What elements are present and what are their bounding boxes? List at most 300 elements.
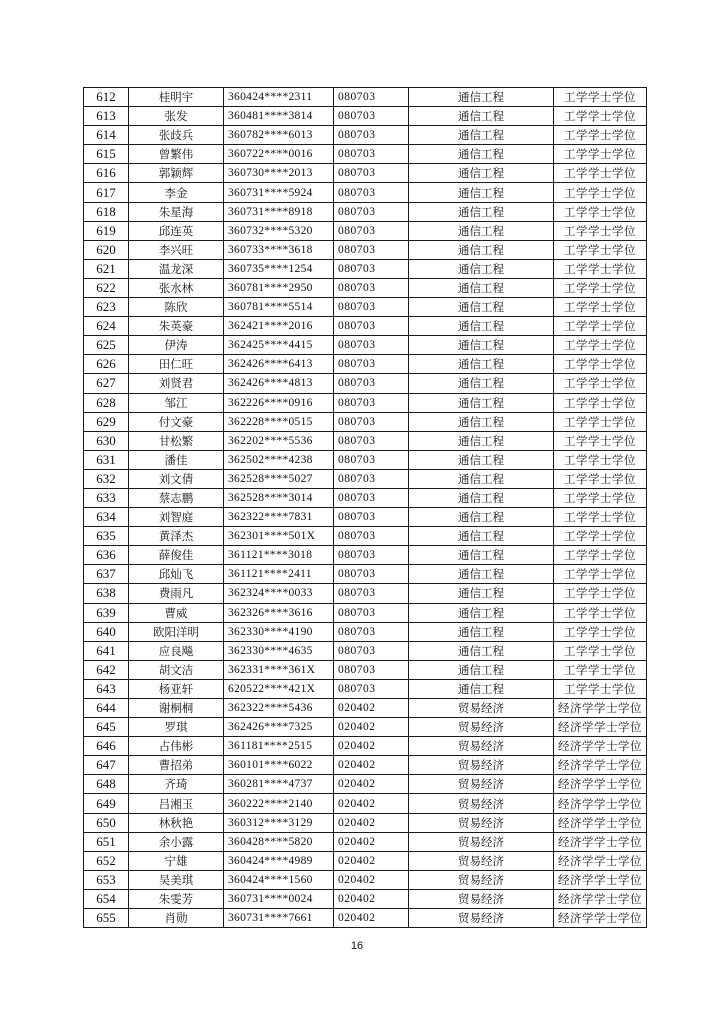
row-number-cell: 623: [84, 298, 129, 317]
major-code-cell: 080703: [334, 107, 409, 126]
student-name-cell: 薛俊佳: [129, 546, 224, 565]
major-name-cell: 贸易经济: [409, 699, 554, 718]
id-number-cell: 362202****5536: [224, 431, 334, 450]
major-name-cell: 通信工程: [409, 126, 554, 145]
table-row: [84, 240, 647, 259]
row-number-cell: 621: [84, 259, 129, 278]
student-name-cell: 齐琦: [129, 775, 224, 794]
id-number-cell: 361181****2515: [224, 737, 334, 756]
id-number-cell: 360731****0024: [224, 889, 334, 908]
student-name-cell: 应良飚: [129, 641, 224, 660]
degree-name-cell: 工学学士学位: [554, 221, 647, 240]
student-name-cell: 张水林: [129, 278, 224, 297]
student-name-cell: 邱连英: [129, 221, 224, 240]
id-number-cell: 360281****4737: [224, 775, 334, 794]
major-name-cell: 通信工程: [409, 488, 554, 507]
major-code-cell: 080703: [334, 603, 409, 622]
row-number-cell: 641: [84, 641, 129, 660]
major-name-cell: 通信工程: [409, 584, 554, 603]
degree-list-table: [83, 87, 647, 928]
degree-name-cell: 工学学士学位: [554, 183, 647, 202]
table-row: [84, 469, 647, 488]
table-row: [84, 278, 647, 297]
student-name-cell: 甘松繁: [129, 431, 224, 450]
student-name-cell: 李金: [129, 183, 224, 202]
major-code-cell: 020402: [334, 889, 409, 908]
student-name-cell: 黄泽杰: [129, 527, 224, 546]
table-row: [84, 679, 647, 698]
table-row: [84, 718, 647, 737]
student-name-cell: 吴美琪: [129, 870, 224, 889]
table-row: [84, 107, 647, 126]
table-row: [84, 317, 647, 336]
table-row: [84, 259, 647, 278]
major-name-cell: 通信工程: [409, 660, 554, 679]
row-number-cell: 654: [84, 889, 129, 908]
major-code-cell: 080703: [334, 546, 409, 565]
row-number-cell: 655: [84, 909, 129, 928]
major-code-cell: 080703: [334, 412, 409, 431]
student-name-cell: 曹招弟: [129, 756, 224, 775]
major-code-cell: 020402: [334, 794, 409, 813]
id-number-cell: 362331****361X: [224, 660, 334, 679]
student-name-cell: 谢桐桐: [129, 699, 224, 718]
major-code-cell: 080703: [334, 88, 409, 107]
table-row: [84, 603, 647, 622]
student-name-cell: 伊涛: [129, 336, 224, 355]
row-number-cell: 615: [84, 145, 129, 164]
major-name-cell: 通信工程: [409, 336, 554, 355]
row-number-cell: 640: [84, 622, 129, 641]
id-number-cell: 362322****5436: [224, 699, 334, 718]
major-name-cell: 通信工程: [409, 546, 554, 565]
student-name-cell: 曹威: [129, 603, 224, 622]
table-row: [84, 164, 647, 183]
id-number-cell: 360101****6022: [224, 756, 334, 775]
degree-name-cell: 工学学士学位: [554, 278, 647, 297]
row-number-cell: 653: [84, 870, 129, 889]
degree-name-cell: 经济学学士学位: [554, 737, 647, 756]
table-row: [84, 775, 647, 794]
degree-name-cell: 工学学士学位: [554, 622, 647, 641]
table-row: [84, 851, 647, 870]
row-number-cell: 626: [84, 355, 129, 374]
degree-name-cell: 经济学学士学位: [554, 889, 647, 908]
major-name-cell: 贸易经济: [409, 794, 554, 813]
major-name-cell: 贸易经济: [409, 718, 554, 737]
id-number-cell: 362426****4813: [224, 374, 334, 393]
student-name-cell: 杨亚轩: [129, 679, 224, 698]
major-name-cell: 通信工程: [409, 298, 554, 317]
id-number-cell: 360730****2013: [224, 164, 334, 183]
student-name-cell: 费雨凡: [129, 584, 224, 603]
id-number-cell: 362228****0515: [224, 412, 334, 431]
id-number-cell: 362426****7325: [224, 718, 334, 737]
id-number-cell: 362426****6413: [224, 355, 334, 374]
degree-name-cell: 工学学士学位: [554, 546, 647, 565]
student-name-cell: 蔡志鹏: [129, 488, 224, 507]
id-number-cell: 362528****5027: [224, 469, 334, 488]
degree-name-cell: 工学学士学位: [554, 679, 647, 698]
row-number-cell: 652: [84, 851, 129, 870]
row-number-cell: 628: [84, 393, 129, 412]
major-name-cell: 通信工程: [409, 278, 554, 297]
table-row: [84, 546, 647, 565]
student-name-cell: 邱灿飞: [129, 565, 224, 584]
degree-name-cell: 工学学士学位: [554, 508, 647, 527]
degree-name-cell: 工学学士学位: [554, 240, 647, 259]
degree-name-cell: 经济学学士学位: [554, 794, 647, 813]
table-row: [84, 699, 647, 718]
major-code-cell: 020402: [334, 718, 409, 737]
row-number-cell: 618: [84, 202, 129, 221]
id-number-cell: 362301****501X: [224, 527, 334, 546]
page-number: 16: [350, 940, 364, 952]
major-code-cell: 080703: [334, 298, 409, 317]
degree-name-cell: 经济学学士学位: [554, 851, 647, 870]
major-name-cell: 通信工程: [409, 88, 554, 107]
id-number-cell: 362326****3616: [224, 603, 334, 622]
row-number-cell: 613: [84, 107, 129, 126]
major-code-cell: 020402: [334, 813, 409, 832]
table-row: [84, 412, 647, 431]
major-name-cell: 通信工程: [409, 164, 554, 183]
id-number-cell: 620522****421X: [224, 679, 334, 698]
major-code-cell: 080703: [334, 259, 409, 278]
student-name-cell: 田仁旺: [129, 355, 224, 374]
major-name-cell: 通信工程: [409, 450, 554, 469]
student-name-cell: 付文豪: [129, 412, 224, 431]
row-number-cell: 620: [84, 240, 129, 259]
table-row: [84, 298, 647, 317]
id-number-cell: 360731****8918: [224, 202, 334, 221]
student-name-cell: 温龙深: [129, 259, 224, 278]
student-name-cell: 刘文倩: [129, 469, 224, 488]
table-row: [84, 374, 647, 393]
major-code-cell: 080703: [334, 584, 409, 603]
degree-name-cell: 工学学士学位: [554, 202, 647, 221]
major-code-cell: 080703: [334, 622, 409, 641]
degree-name-cell: 经济学学士学位: [554, 870, 647, 889]
degree-name-cell: 工学学士学位: [554, 488, 647, 507]
id-number-cell: 361121****3018: [224, 546, 334, 565]
major-name-cell: 通信工程: [409, 221, 554, 240]
major-name-cell: 通信工程: [409, 393, 554, 412]
table-row: [84, 450, 647, 469]
major-code-cell: 020402: [334, 756, 409, 775]
student-name-cell: 桂明宇: [129, 88, 224, 107]
major-code-cell: 080703: [334, 393, 409, 412]
major-name-cell: 贸易经济: [409, 870, 554, 889]
major-name-cell: 贸易经济: [409, 775, 554, 794]
id-number-cell: 360424****4989: [224, 851, 334, 870]
row-number-cell: 632: [84, 469, 129, 488]
degree-name-cell: 工学学士学位: [554, 88, 647, 107]
major-code-cell: 020402: [334, 832, 409, 851]
major-name-cell: 通信工程: [409, 622, 554, 641]
degree-name-cell: 工学学士学位: [554, 298, 647, 317]
id-number-cell: 360222****2140: [224, 794, 334, 813]
row-number-cell: 650: [84, 813, 129, 832]
major-code-cell: 080703: [334, 164, 409, 183]
major-code-cell: 080703: [334, 183, 409, 202]
major-name-cell: 贸易经济: [409, 832, 554, 851]
major-name-cell: 通信工程: [409, 317, 554, 336]
degree-name-cell: 经济学学士学位: [554, 909, 647, 928]
major-name-cell: 通信工程: [409, 431, 554, 450]
row-number-cell: 627: [84, 374, 129, 393]
degree-name-cell: 工学学士学位: [554, 584, 647, 603]
degree-name-cell: 经济学学士学位: [554, 756, 647, 775]
degree-name-cell: 经济学学士学位: [554, 775, 647, 794]
row-number-cell: 625: [84, 336, 129, 355]
major-code-cell: 080703: [334, 202, 409, 221]
student-name-cell: 张发: [129, 107, 224, 126]
major-code-cell: 080703: [334, 336, 409, 355]
table-row: [84, 527, 647, 546]
row-number-cell: 644: [84, 699, 129, 718]
table-row: [84, 221, 647, 240]
degree-name-cell: 工学学士学位: [554, 336, 647, 355]
student-name-cell: 陈欣: [129, 298, 224, 317]
row-number-cell: 617: [84, 183, 129, 202]
degree-name-cell: 工学学士学位: [554, 126, 647, 145]
row-number-cell: 645: [84, 718, 129, 737]
degree-name-cell: 工学学士学位: [554, 164, 647, 183]
major-code-cell: 080703: [334, 317, 409, 336]
row-number-cell: 646: [84, 737, 129, 756]
student-name-cell: 郭颖辉: [129, 164, 224, 183]
degree-name-cell: 工学学士学位: [554, 317, 647, 336]
id-number-cell: 360731****5924: [224, 183, 334, 202]
student-name-cell: 罗琪: [129, 718, 224, 737]
major-code-cell: 020402: [334, 699, 409, 718]
major-name-cell: 通信工程: [409, 202, 554, 221]
id-number-cell: 360733****3618: [224, 240, 334, 259]
row-number-cell: 649: [84, 794, 129, 813]
id-number-cell: 360732****5320: [224, 221, 334, 240]
student-name-cell: 曾繁伟: [129, 145, 224, 164]
major-name-cell: 通信工程: [409, 412, 554, 431]
major-code-cell: 020402: [334, 870, 409, 889]
degree-name-cell: 工学学士学位: [554, 565, 647, 584]
major-code-cell: 080703: [334, 240, 409, 259]
table-row: [84, 870, 647, 889]
row-number-cell: 619: [84, 221, 129, 240]
major-name-cell: 贸易经济: [409, 909, 554, 928]
row-number-cell: 633: [84, 488, 129, 507]
degree-name-cell: 工学学士学位: [554, 431, 647, 450]
id-number-cell: 362421****2016: [224, 317, 334, 336]
table-row: [84, 660, 647, 679]
major-code-cell: 080703: [334, 488, 409, 507]
major-code-cell: 080703: [334, 469, 409, 488]
row-number-cell: 639: [84, 603, 129, 622]
table-row: [84, 756, 647, 775]
degree-name-cell: 经济学学士学位: [554, 718, 647, 737]
major-name-cell: 通信工程: [409, 565, 554, 584]
id-number-cell: 361121****2411: [224, 565, 334, 584]
major-code-cell: 080703: [334, 527, 409, 546]
table-row: [84, 584, 647, 603]
degree-name-cell: 工学学士学位: [554, 660, 647, 679]
id-number-cell: 360481****3814: [224, 107, 334, 126]
id-number-cell: 362528****3014: [224, 488, 334, 507]
table-row: [84, 336, 647, 355]
row-number-cell: 629: [84, 412, 129, 431]
id-number-cell: 360781****5514: [224, 298, 334, 317]
table-row: [84, 202, 647, 221]
major-code-cell: 020402: [334, 909, 409, 928]
id-number-cell: 360722****0016: [224, 145, 334, 164]
major-name-cell: 通信工程: [409, 508, 554, 527]
degree-name-cell: 经济学学士学位: [554, 832, 647, 851]
table-body: [84, 88, 647, 928]
table-row: [84, 909, 647, 928]
student-name-cell: 林秋艳: [129, 813, 224, 832]
row-number-cell: 643: [84, 679, 129, 698]
id-number-cell: 362330****4190: [224, 622, 334, 641]
row-number-cell: 638: [84, 584, 129, 603]
table-row: [84, 641, 647, 660]
id-number-cell: 362324****0033: [224, 584, 334, 603]
major-code-cell: 080703: [334, 641, 409, 660]
table-row: [84, 431, 647, 450]
major-name-cell: 通信工程: [409, 107, 554, 126]
major-code-cell: 020402: [334, 851, 409, 870]
row-number-cell: 612: [84, 88, 129, 107]
id-number-cell: 360424****1560: [224, 870, 334, 889]
id-number-cell: 362425****4415: [224, 336, 334, 355]
row-number-cell: 635: [84, 527, 129, 546]
id-number-cell: 360782****6013: [224, 126, 334, 145]
table-row: [84, 737, 647, 756]
student-name-cell: 朱雯芳: [129, 889, 224, 908]
major-name-cell: 通信工程: [409, 145, 554, 164]
row-number-cell: 630: [84, 431, 129, 450]
row-number-cell: 622: [84, 278, 129, 297]
degree-name-cell: 经济学学士学位: [554, 813, 647, 832]
row-number-cell: 648: [84, 775, 129, 794]
id-number-cell: 360312****3129: [224, 813, 334, 832]
table-row: [84, 565, 647, 584]
major-name-cell: 通信工程: [409, 355, 554, 374]
table-row: [84, 813, 647, 832]
student-name-cell: 张歧兵: [129, 126, 224, 145]
major-name-cell: 贸易经济: [409, 851, 554, 870]
student-name-cell: 朱英豪: [129, 317, 224, 336]
student-name-cell: 宁雄: [129, 851, 224, 870]
major-code-cell: 080703: [334, 565, 409, 584]
row-number-cell: 642: [84, 660, 129, 679]
major-name-cell: 通信工程: [409, 641, 554, 660]
table-row: [84, 622, 647, 641]
major-code-cell: 080703: [334, 450, 409, 469]
student-name-cell: 李兴旺: [129, 240, 224, 259]
student-name-cell: 胡文洁: [129, 660, 224, 679]
degree-name-cell: 工学学士学位: [554, 412, 647, 431]
major-code-cell: 080703: [334, 355, 409, 374]
major-code-cell: 080703: [334, 278, 409, 297]
degree-name-cell: 工学学士学位: [554, 641, 647, 660]
major-name-cell: 通信工程: [409, 374, 554, 393]
row-number-cell: 631: [84, 450, 129, 469]
major-name-cell: 贸易经济: [409, 889, 554, 908]
major-name-cell: 通信工程: [409, 679, 554, 698]
major-code-cell: 080703: [334, 145, 409, 164]
major-code-cell: 080703: [334, 660, 409, 679]
degree-name-cell: 工学学士学位: [554, 527, 647, 546]
student-name-cell: 刘智庭: [129, 508, 224, 527]
id-number-cell: 360428****5820: [224, 832, 334, 851]
student-name-cell: 吕湘玉: [129, 794, 224, 813]
major-code-cell: 080703: [334, 508, 409, 527]
table-row: [84, 488, 647, 507]
table-row: [84, 794, 647, 813]
table-row: [84, 183, 647, 202]
major-code-cell: 080703: [334, 126, 409, 145]
row-number-cell: 647: [84, 756, 129, 775]
id-number-cell: 360781****2950: [224, 278, 334, 297]
table-row: [84, 126, 647, 145]
degree-name-cell: 工学学士学位: [554, 469, 647, 488]
id-number-cell: 360731****7661: [224, 909, 334, 928]
student-name-cell: 肖勋: [129, 909, 224, 928]
id-number-cell: 362322****7831: [224, 508, 334, 527]
degree-name-cell: 经济学学士学位: [554, 699, 647, 718]
major-code-cell: 080703: [334, 679, 409, 698]
id-number-cell: 362226****0916: [224, 393, 334, 412]
student-name-cell: 刘贤君: [129, 374, 224, 393]
row-number-cell: 636: [84, 546, 129, 565]
table-row: [84, 889, 647, 908]
id-number-cell: 362502****4238: [224, 450, 334, 469]
degree-name-cell: 工学学士学位: [554, 603, 647, 622]
table-row: [84, 88, 647, 107]
student-name-cell: 朱星海: [129, 202, 224, 221]
degree-name-cell: 工学学士学位: [554, 259, 647, 278]
major-name-cell: 贸易经济: [409, 813, 554, 832]
major-name-cell: 通信工程: [409, 527, 554, 546]
row-number-cell: 624: [84, 317, 129, 336]
major-name-cell: 通信工程: [409, 603, 554, 622]
major-name-cell: 通信工程: [409, 183, 554, 202]
table-row: [84, 832, 647, 851]
student-name-cell: 邹江: [129, 393, 224, 412]
major-code-cell: 080703: [334, 374, 409, 393]
row-number-cell: 614: [84, 126, 129, 145]
major-name-cell: 通信工程: [409, 240, 554, 259]
row-number-cell: 651: [84, 832, 129, 851]
major-code-cell: 020402: [334, 775, 409, 794]
id-number-cell: 360735****1254: [224, 259, 334, 278]
table-row: [84, 355, 647, 374]
row-number-cell: 616: [84, 164, 129, 183]
student-name-cell: 余小露: [129, 832, 224, 851]
student-name-cell: 潘佳: [129, 450, 224, 469]
row-number-cell: 634: [84, 508, 129, 527]
table-row: [84, 145, 647, 164]
major-code-cell: 080703: [334, 431, 409, 450]
major-name-cell: 通信工程: [409, 259, 554, 278]
major-name-cell: 贸易经济: [409, 756, 554, 775]
major-name-cell: 贸易经济: [409, 737, 554, 756]
major-code-cell: 080703: [334, 221, 409, 240]
major-name-cell: 通信工程: [409, 469, 554, 488]
row-number-cell: 637: [84, 565, 129, 584]
major-code-cell: 020402: [334, 737, 409, 756]
degree-name-cell: 工学学士学位: [554, 145, 647, 164]
